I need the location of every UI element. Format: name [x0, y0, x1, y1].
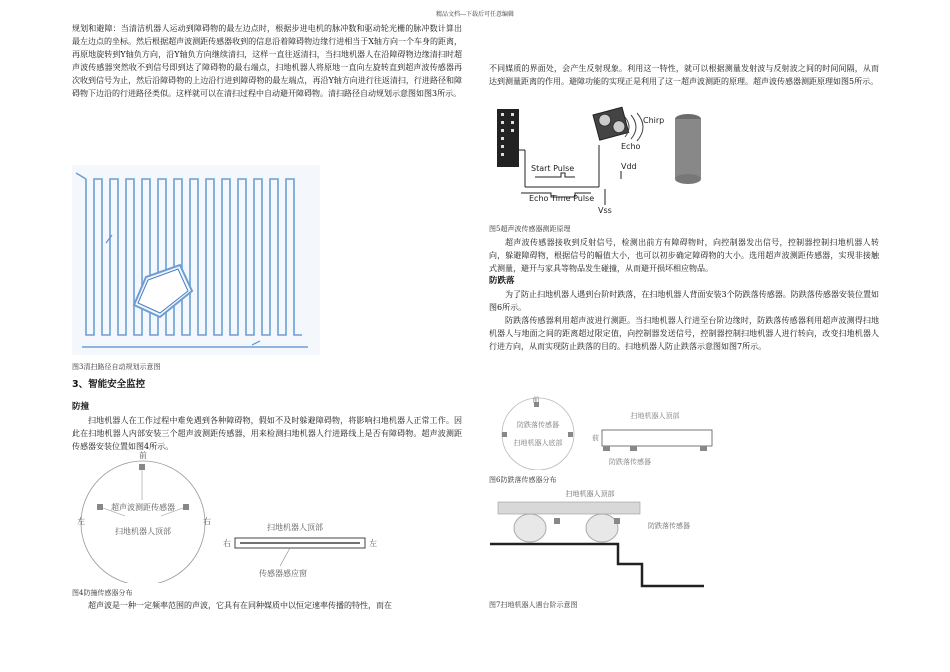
right-middle-block — [489, 236, 879, 353]
figure-4-collision-sensor-diagram — [75, 448, 395, 583]
right-column — [489, 62, 879, 88]
section-3-block — [72, 378, 462, 453]
figure-3-caption: 图3清扫路径自动规划示意图 — [72, 363, 161, 371]
figure-3-path-diagram — [72, 165, 320, 355]
fig6-bar-front-label: 前 — [592, 434, 599, 442]
figure-4-caption: 图4防撞传感器分布 — [72, 589, 133, 597]
subheading-fall-prevention: 防跌落 — [489, 276, 515, 286]
left-paragraph-3: 超声波是一种一定频率范围的声波，它具有在同种媒质中以恒定速率传播的特性，而在 — [88, 601, 392, 610]
fig5-vdd-label: Vdd — [621, 162, 637, 171]
fig7-sensor-label: 防跌落传感器 — [648, 522, 690, 530]
fig4-bar-left-label: 右 — [223, 539, 231, 548]
fig6-bar-title: 扫地机器人顶部 — [630, 412, 680, 420]
subheading-collision: 防撞 — [72, 402, 90, 412]
figure-6-caption: 图6防跌落传感器分布 — [489, 476, 557, 484]
fig4-right-label: 右 — [203, 517, 211, 526]
figure-5-caption: 图5超声波传感器测距原理 — [489, 225, 571, 233]
fig5-vss-label: Vss — [598, 206, 612, 215]
fig6-front-label: 前 — [532, 396, 540, 404]
right-paragraph-4: 防跌落传感器利用超声波进行测距。当扫地机器人行进至台阶边缘时，防跌落传感器利用超声波测得扫地机器人与地面之间的距离超过限定值，向控制器发送信号，控制器控制扫地机器人进行转向，改变扫地机器人行进方向，从而实现防止跌落的目的。扫地机器人防止跌落示意图如图7所示。 — [489, 316, 879, 351]
fig5-start-pulse-label: Start Pulse — [531, 164, 575, 173]
fig5-echo-time-pulse-label: Echo Time Pulse — [529, 194, 595, 203]
fig4-bar-right-label: 左 — [369, 539, 377, 548]
figure-5-ultrasonic-principle — [495, 105, 710, 217]
fig5-chirp-label: Chirp — [643, 116, 665, 125]
right-paragraph-1: 不同媒质的界面处，会产生反射现象。利用这一特性，就可以根据测量发射波与反射波之间的时间间隔，从而达到测量距离的作用。避障功能的实现正是利用了这一超声波测距的原理。超声波传感器测距原理如图5所示。 — [489, 64, 879, 86]
right-paragraph-2: 超声波传感器接收到反射信号，检测出前方有障碍物时，向控制器发出信号，控制器控制扫地机器人转向，躲避障碍物，根据信号的幅值大小，也可以初步确定障碍物的大小。选用超声波测距传感器，实现非接触式测量，避开与家具等物品发生碰撞，从而避开损坏相应物品。 — [489, 238, 879, 273]
fig4-left-label: 左 — [77, 517, 85, 526]
right-paragraph-3: 为了防止扫地机器人遇到台阶时跌落，在扫地机器人背面安装3个防跌落传感器。防跌落传感器安装位置如图6所示。 — [489, 290, 879, 312]
section-3-heading: 3、智能安全监控 — [72, 379, 146, 390]
left-paragraph-1: 规划和避障：当清洁机器人运动到障碍物的最左边点时，根据步进电机的脉冲数和驱动轮光栅的脉冲数计算出最左边点的坐标。然后根据超声波测距传感器收到的信息沿着障碍物边缘行进相当于X轴方向一个车身的距离，再原地旋转到Y轴负方向，沿Y轴负方向继续清扫，这样一直往返清扫，当扫地机器人在沿障碍物边缘清扫时超声波传感器突然收不到信号即到达了障碍物的最右端点，扫地机器人将原地一直向左旋转直到超声波传感器再次收到信号为止，然后沿障碍物的上边沿行进到障碍物的最左端点，再沿Y轴方向进行往返清扫，行进路径和障碍物下边沿的行进路径类似。这样就可以在清扫过程中自动避开障碍物。清扫路径自动规划示意图如图3所示。 — [72, 24, 462, 98]
fig4-robot-top-label: 扫地机器人顶部 — [115, 527, 171, 536]
figure-7-step-diagram — [490, 488, 705, 593]
fig6-bar-sensor-label: 防跌落传感器 — [609, 458, 651, 466]
fig6-robot-bottom-label: 扫地机器人底部 — [513, 439, 563, 447]
fig6-sensor-label: 防跌落传感器 — [517, 421, 559, 429]
fig4-front-label: 前 — [139, 451, 147, 460]
left-column — [72, 22, 462, 100]
fig7-top-label: 扫地机器人顶部 — [565, 490, 615, 498]
left-paragraph-2: 扫地机器人在工作过程中难免遇到各种障碍物，假如不及时躲避障碍物，将影响扫地机器人正常工作。因此在扫地机器人内部安装三个超声波测距传感器，用来检测扫地机器人行进路线上是否有障碍物。超声波测距传感器安装位置如图4所示。 — [72, 416, 462, 451]
fig4-bar-title: 扫地机器人顶部 — [267, 523, 323, 532]
figure-7-caption: 图7扫地机器人遇台阶示意图 — [489, 601, 578, 609]
page-header: 精品文档---下载后可任意编辑 — [435, 11, 515, 18]
fig4-sensor-label: 超声波测距传感器 — [111, 503, 175, 512]
fig5-echo-label: Echo — [621, 142, 641, 151]
figure-6-fall-sensor-diagram — [490, 396, 720, 470]
left-bottom-block — [72, 599, 462, 612]
fig4-sensor-window-label: 传感器感应窗 — [259, 569, 307, 578]
